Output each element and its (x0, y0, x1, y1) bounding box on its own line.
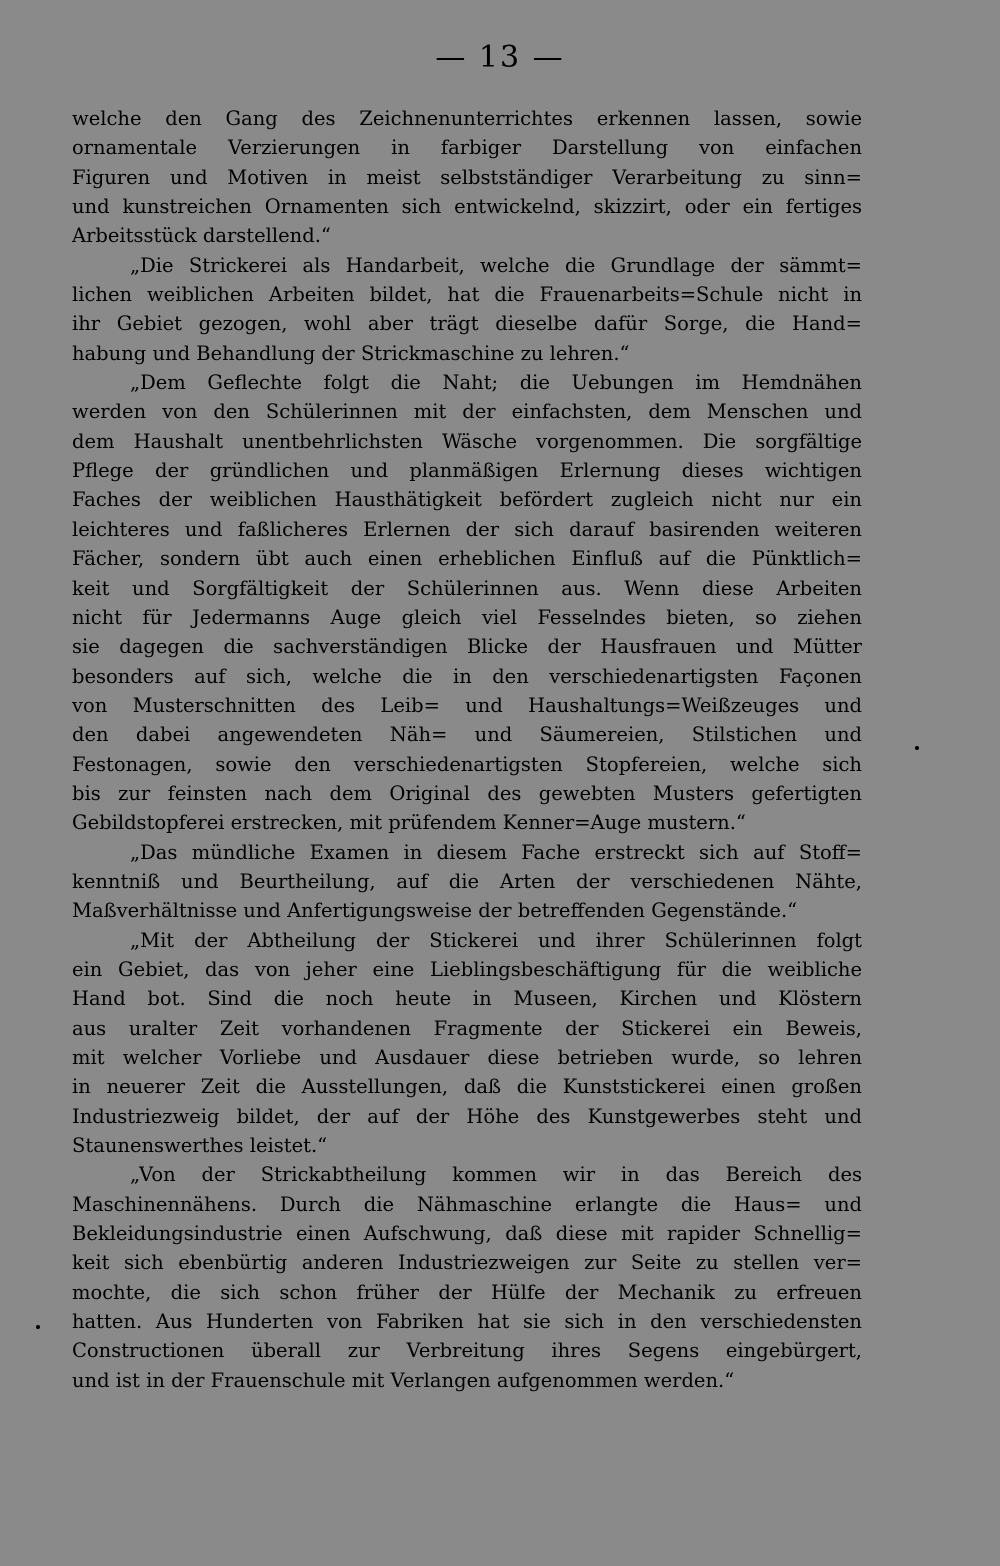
text-line: Bekleidungsindustrie einen Aufschwung, daß diese mit rapider Schnellig= (72, 1222, 862, 1246)
text-line: und ist in der Frauenschule mit Verlangen aufgenommen werden.“ (72, 1368, 735, 1392)
text-line: Arbeitsstück darstellend.“ (72, 224, 331, 248)
text-line: „Die Strickerei als Handarbeit, welche die Grundlage der sämmt= (130, 253, 862, 277)
text-line: in neuerer Zeit die Ausstellungen, daß die Kunststickerei einen großen (72, 1075, 862, 1099)
text-line: „Von der Strickabtheilung kommen wir in das Bereich des (130, 1163, 862, 1187)
text-line: nicht für Jedermanns Auge gleich viel Fesselndes bieten, so ziehen (72, 605, 862, 629)
text-line: welche den Gang des Zeichnenunterrichtes erkennen lassen, sowie (72, 107, 862, 130)
text-line: Maschinennähens. Durch die Nähmaschine erlangte die Haus= und (72, 1192, 862, 1216)
text-line: lichen weiblichen Arbeiten bildet, hat die Frauenarbeits=Schule nicht in (72, 283, 862, 307)
body-text (72, 104, 862, 1395)
text-line: und kunstreichen Ornamenten sich entwickelnd, skizzirt, oder ein fertiges (72, 195, 862, 219)
text-line: Staunenswerthes leistet.“ (72, 1134, 328, 1158)
text-line: Figuren und Motiven in meist selbstständiger Verarbeitung zu sinn= (72, 165, 862, 189)
text-line: „Das mündliche Examen in diesem Fache erstreckt sich auf Stoff= (130, 840, 862, 864)
text-line: bis zur feinsten nach dem Original des gewebten Musters gefertigten (72, 781, 862, 805)
text-line: ein Gebiet, das von jeher eine Lieblingsbeschäftigung für die weibliche (72, 957, 862, 981)
text-line: Pflege der gründlichen und planmäßigen Erlernung dieses wichtigen (72, 459, 862, 483)
text-line: keit sich ebenbürtig anderen Industriezweigen zur Seite zu stellen ver= (72, 1251, 862, 1275)
text-line: „Mit der Abtheilung der Stickerei und ihrer Schülerinnen folgt (130, 928, 862, 952)
text-line: keit und Sorgfältigkeit der Schülerinnen aus. Wenn diese Arbeiten (72, 576, 862, 600)
text-line: werden von den Schülerinnen mit der einfachsten, dem Menschen und (72, 400, 862, 424)
text-line: dem Haushalt unentbehrlichsten Wäsche vorgenommen. Die sorgfältige (72, 429, 862, 453)
text-line: sie dagegen die sachverständigen Blicke der Hausfrauen und Mütter (72, 635, 862, 659)
text-line: Industriezweig bildet, der auf der Höhe des Kunstgewerbes steht und (72, 1104, 862, 1128)
text-line: Festonagen, sowie den verschiedenartigsten Stopfereien, welche sich (72, 752, 862, 776)
text-line: Maßverhältnisse und Anfertigungsweise der betreffenden Gegenstände.“ (72, 899, 798, 923)
scan-speck (915, 746, 919, 750)
text-line: Hand bot. Sind die noch heute in Museen, Kirchen und Klöstern (72, 987, 862, 1011)
text-line: Faches der weiblichen Hausthätigkeit befördert zugleich nicht nur ein (72, 488, 862, 512)
text-line: „Dem Geflechte folgt die Naht; die Uebungen im Hemdnähen (130, 371, 862, 395)
text-line: aus uralter Zeit vorhandenen Fragmente der Stickerei ein Beweis, (72, 1016, 862, 1040)
text-line: habung und Behandlung der Strickmaschine zu lehren.“ (72, 341, 630, 365)
text-line: ornamentale Verzierungen in farbiger Darstellung von einfachen (72, 136, 862, 160)
text-line: Constructionen überall zur Verbreitung ihres Segens eingebürgert, (72, 1339, 862, 1363)
text-line: besonders auf sich, welche die in den verschiedenartigsten Façonen (72, 664, 862, 688)
text-line: kenntniß und Beurtheilung, auf die Arten der verschiedenen Nähte, (72, 869, 862, 893)
text-line: mit welcher Vorliebe und Ausdauer diese betrieben wurde, so lehren (72, 1046, 862, 1069)
page-number: — 13 — (435, 40, 565, 75)
text-line: Fächer, sondern übt auch einen erheblichen Einfluß auf die Pünktlich= (72, 547, 862, 571)
text-line: hatten. Aus Hunderten von Fabriken hat sie sich in den verschiedensten (72, 1310, 862, 1334)
text-line: leichteres und faßlicheres Erlernen der sich darauf basirenden weiteren (72, 517, 862, 541)
text-line: Gebildstopferei erstrecken, mit prüfendem Kenner=Auge mustern.“ (72, 811, 746, 835)
text-line: den dabei angewendeten Näh= und Säumereien, Stilstichen und (72, 723, 862, 747)
scan-speck (36, 1325, 40, 1329)
text-line: von Musterschnitten des Leib= und Haushaltungs=Weißzeuges und (72, 693, 862, 717)
text-line: mochte, die sich schon früher der Hülfe der Mechanik zu erfreuen (72, 1280, 862, 1304)
text-line: ihr Gebiet gezogen, wohl aber trägt dieselbe dafür Sorge, die Hand= (72, 312, 862, 336)
